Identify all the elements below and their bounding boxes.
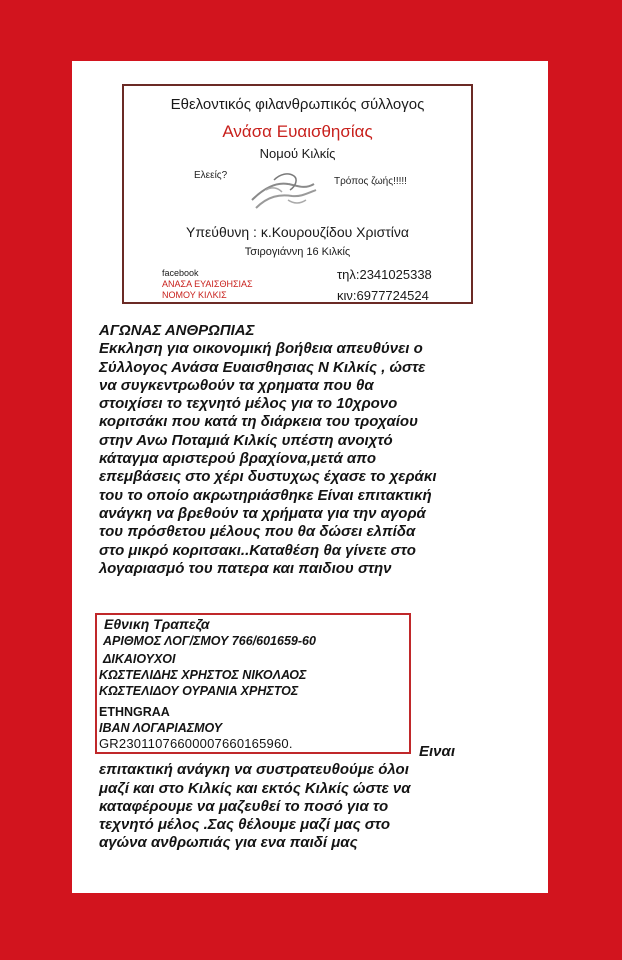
closing-line: επιτακτική ανάγκη να συστρατευθούμε όλοι: [99, 761, 409, 779]
appeal-heading: ΑΓΩΝΑΣ ΑΝΘΡΩΠΙΑΣ: [99, 322, 255, 339]
bank-details-box: [95, 613, 411, 754]
appeal-line: του πρόσθετου μέλους που θα δώσει ελπίδα: [99, 523, 416, 541]
closing-line: καταφέρουμε να μαζευθεί το ποσό για το: [99, 797, 389, 815]
closing-text: [99, 743, 539, 853]
card-facebook-line1: ΑΝΑΣΑ ΕΥΑΙΣΘΗΣΙΑΣ: [162, 279, 253, 289]
appeal-line: να συγκεντρωθούν τα χρηματα που θα: [99, 376, 374, 394]
card-address: Τσιρογιάννη 16 Κιλκίς: [244, 246, 351, 258]
appeal-text: [99, 322, 539, 578]
card-prefecture: Νομού Κιλκίς: [259, 146, 336, 161]
closing-line: αγώνα ανθρωπιάς για ενα παιδί μας: [99, 834, 358, 852]
card-question-left: Ελεείς?: [194, 170, 228, 181]
appeal-line: Εκκληση για οικονομική βοήθεια απευθύνει ο: [99, 340, 423, 358]
card-title: Εθελοντικός φιλανθρωπικός σύλλογος: [170, 96, 425, 113]
document-sheet: [72, 61, 548, 893]
closing-line: μαζί και στο Κιλκίς και εκτός Κιλκίς ώστε να: [99, 779, 411, 797]
appeal-line: κάταγμα αριστερού βραχίονα,μετά απο: [99, 450, 377, 468]
bank-name: Εθνικη Τραπεζα: [104, 616, 210, 632]
appeal-line: στοιχίσει το τεχνητό μέλος για το 10χρονο: [99, 395, 398, 413]
closing-line: τεχνητό μέλος .Σας θέλουμε μαζί μας στο: [99, 816, 390, 834]
card-association-name: Ανάσα Ευαισθησίας: [222, 122, 373, 141]
appeal-line: του το οποίο ακρωτηριάσθηκε Είναι επιτακτική: [99, 486, 432, 504]
appeal-line: στο μικρό κοριτσακι..Καταθέση θα γίνετε στο: [99, 541, 416, 559]
iban-number: GR2301107660000766016596​0.: [99, 736, 293, 751]
appeal-line: Σύλλογος Ανάσα Ευαισθησιας Ν Κιλκίς , ώστε: [99, 358, 426, 376]
beneficiary-1: ΚΩΣΤΕΛΙΔΗΣ ΧΡΗΣΤΟΣ ΝΙΚΟΛΑΟΣ: [99, 668, 307, 682]
closing-line: Ειναι: [419, 743, 455, 760]
iban-label: ΙΒΑΝ ΛΟΓΑΡΙΑΣΜΟΥ: [99, 721, 223, 735]
appeal-line: επεμβάσεις στο χέρι δυστυχως έχασε το χεράκι: [99, 468, 437, 486]
beneficiary-2: ΚΩΣΤΕΛΙΔΟΥ ΟΥΡΑΝΙΑ ΧΡΗΣΤΟΣ: [99, 684, 299, 698]
appeal-line: στην Ανω Ποταμιά Κιλκίς υπέστη ανοιχτό: [99, 431, 393, 449]
appeal-line: ανάγκη να βρεθούν τα χρήματα για την αγορά: [99, 504, 426, 522]
beneficiaries-label: ΔΙΚΑΙΟΥΧΟΙ: [103, 652, 176, 666]
holding-hands-icon: [244, 160, 324, 220]
appeal-line: λογαριασμό του πατερα και παιδιου στην: [99, 559, 392, 577]
card-facebook-line2: ΝΟΜΟΥ ΚΙΛΚΙΣ: [162, 290, 227, 300]
card-responsible: Υπεύθυνη : κ.Κουρουζίδου Χριστίνα: [186, 224, 409, 240]
swift-code: ETHNGRAA: [99, 705, 170, 719]
card-facebook-label: facebook: [162, 268, 199, 278]
bank-account-number: ΑΡΙΘΜΟΣ ΛΟΓ/ΣΜΟΥ 766/601659-60: [103, 634, 316, 648]
card-phone: τηλ:2341025338: [337, 267, 432, 282]
card-question-right: Τρόπος ζωής!!!!!: [334, 176, 407, 187]
appeal-line: κοριτσάκι που κατά τη διάρκεια του τροχαίου: [99, 413, 418, 431]
card-mobile: κιν:6977724524: [337, 288, 429, 303]
association-card: [122, 84, 473, 304]
